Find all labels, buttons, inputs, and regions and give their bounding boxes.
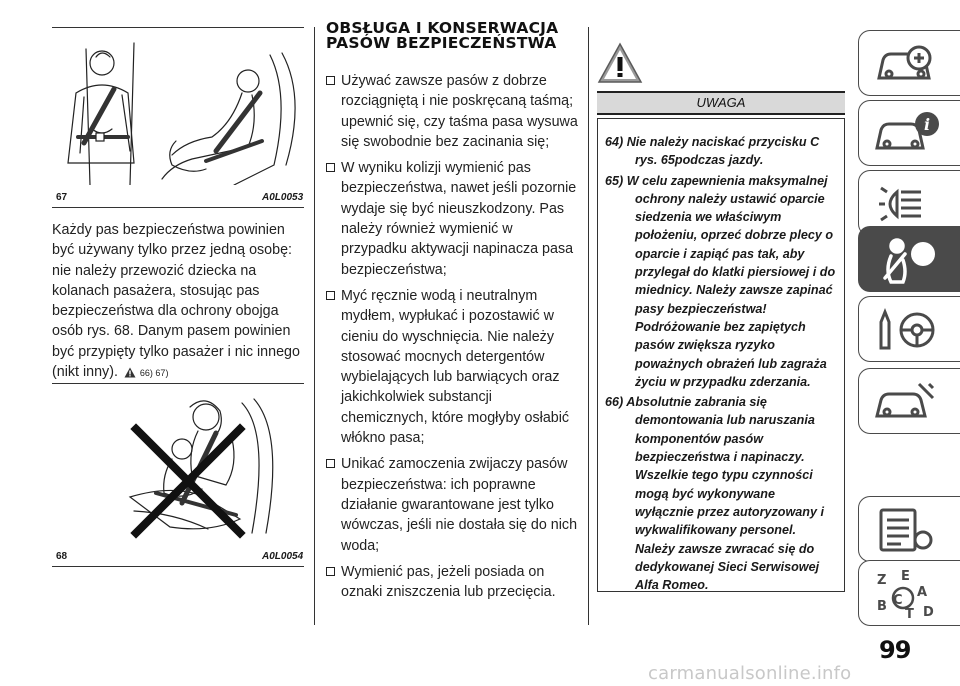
tab-emergency[interactable] — [858, 296, 960, 362]
intro-text: Każdy pas bezpieczeństwa powinien być używany tylko przez jedną osobę: nie należy przewozić dziecka na kolanach pasażera, stosując pas bezpieczeństwa dla ochrony obojga osób rys. 68. Danym pasem powinien być przypięty tylko pasażer i nic innego (nikt inny). — [52, 222, 300, 381]
svg-text:B: B — [877, 599, 887, 614]
top-rule — [52, 27, 304, 28]
figure-rule — [52, 566, 304, 567]
figure-code: A0L0054 — [262, 551, 304, 562]
bullet-text: Unikać zamoczenia zwijaczy pasów bezpieczeństwa: ich poprawne działanie gwarantowane jest tylko wówczas, jeśli nie dostała się do nich woda; — [341, 456, 578, 554]
list-item — [326, 286, 582, 448]
bullet-text: Wymienić pas, jeżeli posiada on oznaki zniszczenia lub przecięcia. — [341, 563, 556, 601]
list-item — [326, 71, 582, 152]
svg-text:A: A — [917, 585, 928, 600]
bullet-text: Używać zawsze pasów z dobrze rozciągniętą i nie poskręcaną taśmą; upewnić się, czy taśma pasa wysuwa się swobodnie bez zacinania się; — [341, 73, 578, 150]
warning-box — [597, 118, 845, 592]
watermark: carmanualsonline.info — [648, 663, 852, 684]
divider-rule — [52, 383, 304, 384]
checkbox-bullet-icon — [326, 567, 335, 576]
warning-note: 64) Nie należy naciskać przycisku C rys. 65podczas jazdy. — [605, 135, 820, 168]
svg-text:T: T — [905, 607, 914, 620]
figure-68-child-on-lap-illustration — [120, 393, 280, 541]
tools-wheel-icon — [871, 304, 941, 356]
warning-refs: 66) 67) — [139, 368, 169, 379]
warning-note: 66) Absolutnie zabrania się demontowania lub naruszania komponentów pasów bezpieczeństwa i napinaczy. Wszelkie tego typu czynności mogą być wykonywane wyłącznie przez autoryzowany i wykwalifikowany personel. Należy zawsze zwracać się do dedykowanej Sieci Serwisowej Alfa Romeo. — [605, 395, 824, 593]
car-dashboard-icon — [871, 38, 941, 90]
tab-dashboard[interactable] — [858, 30, 960, 96]
checkbox-bullet-icon — [326, 76, 335, 85]
warning-note: 65) W celu zapewnienia maksymalnej ochrony należy ustawić oparcie siedzenia we właściwym położeniu, oprzeć dobrze plecy o oparcie i zapiąć pas tak, aby przylegał do klatki piersiowej i do miednicy. Należy zawsze zapinać pasy bezpieczeństwa! Podróżowanie bez zapiętych pasów zwiększa ryzyko poważnych obrażeń lub zagraża życiu w przypadku zderzania. — [605, 173, 836, 389]
svg-text:D: D — [923, 605, 934, 620]
car-info-icon — [871, 108, 941, 160]
intro-paragraph — [52, 220, 304, 384]
tab-technical-data[interactable] — [858, 496, 960, 562]
figure-67-seatbelt-illustration — [56, 33, 300, 185]
figure-number: 68 — [56, 551, 68, 562]
tab-car-info[interactable] — [858, 100, 960, 166]
svg-text:i: i — [923, 115, 931, 134]
warning-light-icon — [871, 178, 941, 230]
seatbelt-airbag-icon — [871, 234, 941, 286]
warning-triangle-icon — [597, 42, 643, 89]
car-service-icon — [871, 376, 941, 428]
warning-triangle-icon — [124, 364, 136, 384]
checkbox-bullet-icon — [326, 291, 335, 300]
svg-text:C: C — [893, 593, 903, 608]
bullet-text: Myć ręcznie wodą i neutralnym mydłem, wypłukać i pozostawić w cieniu do wyschnięcia. Nie należy stosować mocnych detergentów wybielających lub barwiących oraz jakichkolwiek substancji chemicznych, które mogłyby osłabić włókno pasa; — [341, 287, 570, 447]
list-item — [326, 454, 582, 555]
column-divider — [314, 27, 315, 625]
svg-text:E: E — [901, 569, 910, 584]
list-item — [326, 562, 582, 603]
bullet-text: W wyniku kolizji wymienić pas bezpieczeństwa, nawet jeśli pozornie wydaje się być nieuszkodzony. Pas należy również wymienić w przypadku aktywacji napinacza pasa bezpieczeństwa; — [341, 160, 577, 278]
svg-text:Z: Z — [877, 573, 887, 588]
list-item — [326, 158, 582, 280]
column-divider — [588, 27, 589, 625]
page-number: 99 — [879, 636, 911, 664]
warning-heading: UWAGA — [597, 91, 845, 115]
tab-service[interactable] — [858, 368, 960, 434]
figure-number: 67 — [56, 192, 68, 203]
tab-index[interactable] — [858, 560, 960, 626]
alphabetical-index-icon — [871, 568, 941, 620]
figure-code: A0L0053 — [262, 192, 304, 203]
section-title: OBSŁUGA I KONSERWACJA PASÓW BEZPIECZEŃSTWA — [326, 19, 559, 52]
figure-rule — [52, 207, 304, 208]
maintenance-bullet-list — [326, 71, 582, 608]
tab-safety[interactable] — [858, 226, 960, 292]
checkbox-bullet-icon — [326, 163, 335, 172]
checkbox-bullet-icon — [326, 459, 335, 468]
technical-data-icon — [871, 504, 941, 556]
